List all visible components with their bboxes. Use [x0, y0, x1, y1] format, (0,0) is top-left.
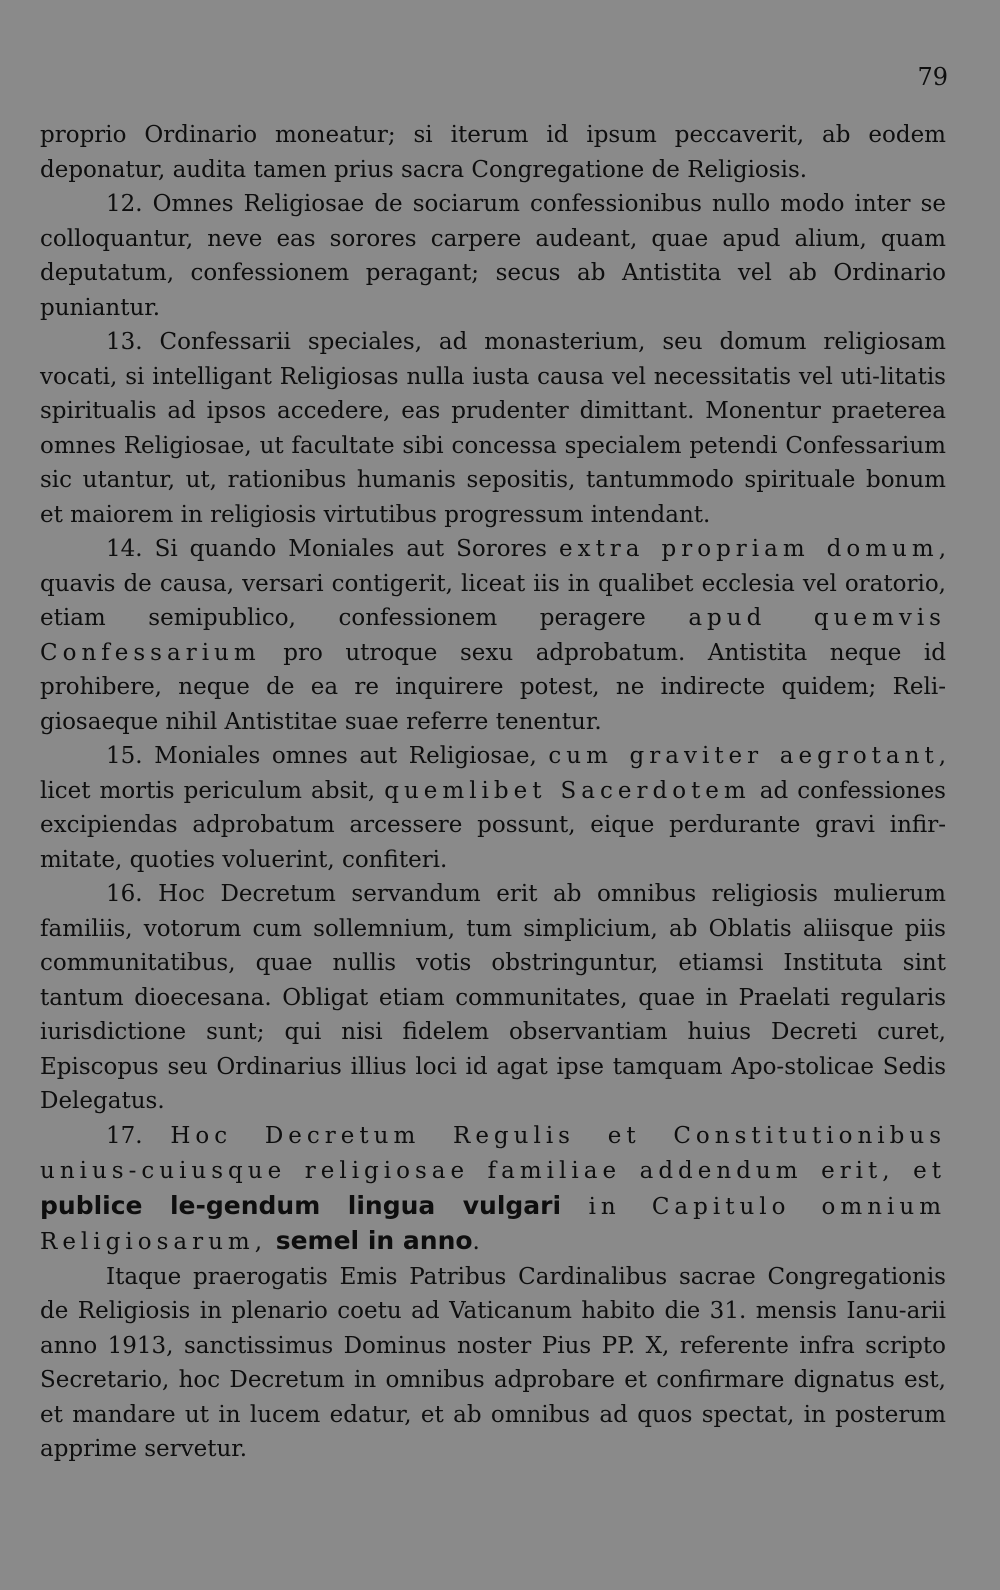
paragraph-continuation: proprio Ordinario moneatur; si iterum id ipsum peccaverit, ab eodem deponatur, audita tamen prius sacra Congregatione de Religiosis.: [40, 122, 946, 183]
paragraph-14-text: 14. Si quando Moniales aut Sorores: [106, 536, 559, 562]
paragraph-15-emphasis: quemlibet Sacerdotem: [384, 777, 751, 804]
page-number: 79: [917, 63, 948, 91]
paragraph-17-bold: semel in anno: [267, 1226, 473, 1255]
paragraph-15-text: ad confessiones excipiendas adprobatum arcessere possunt, eique perdurante gravi infir-mitate, quoties voluerint, confiteri.: [40, 777, 946, 873]
document-body: [40, 118, 946, 1467]
paragraph-15-text: 15. Moniales omnes aut Religiosae,: [106, 743, 549, 769]
paragraph-13: 13. Confessarii speciales, ad monasterium, seu domum religiosam vocati, si intelligant Religiosas nulla iusta causa vel necessitatis vel uti-litatis spiritualis ad ipsos accedere, eas prudenter dimittant. Monentur praeterea omnes Religiosae, ut facultate sibi concessa specialem petendi Confessarium sic utantur, ut, rationibus humanis sepositis, tantummodo spirituale bonum et maiorem in religiosis virtutibus progressum intendant.: [40, 329, 946, 528]
paragraph-17-text: 17.: [106, 1122, 171, 1149]
paragraph-14-text: pro utroque sexu adprobatum. Antistita neque id prohibere, neque de ea re inquirere potest, ne indirecte quidem; Reli-giosaeque nihil Antistitae suae referre tenentur.: [40, 639, 946, 735]
paragraph-14-emphasis: extra propriam domum: [558, 536, 939, 562]
paragraph-14: [40, 532, 946, 739]
paragraph-17-bold: publice le-gendum lingua vulgari: [40, 1190, 589, 1220]
paragraph-17-text: .: [472, 1229, 480, 1255]
paragraph-15-text: , licet mortis periculum absit,: [40, 743, 946, 804]
paragraph-17-emphasis: in Capitulo omnium Religiosarum,: [40, 1193, 947, 1255]
paragraph-14-emphasis: apud quemvis Confessarium: [40, 605, 946, 666]
paragraph-14-text: , quavis de causa, versari contigerit, liceat iis in qualibet ecclesia vel oratorio, etiam semipublico, confessionem peragere: [40, 536, 946, 631]
paragraph-17: [40, 1119, 946, 1260]
paragraph-closing: Itaque praerogatis Emis Patribus Cardinalibus sacrae Congregationis de Religiosis in plenario coetu ad Vaticanum habito die 31. mensis Ianu-arii anno 1913, sanctissimus Dominus noster Pius PP. X, referente infra scripto Secretario, hoc Decretum in omnibus adprobare et confirmare dignatus est, et mandare ut in lucem edatur, et ab omnibus ad quos spectat, in posterum apprime servetur.: [40, 1263, 946, 1462]
paragraph-15: [40, 739, 946, 877]
paragraph-17-emphasis: Hoc Decretum Regulis et Constitutionibus unius-cuiusque religiosae familiae addendum erit, et: [40, 1122, 946, 1184]
paragraph-16: 16. Hoc Decretum servandum erit ab omnibus religiosis mulierum familiis, votorum cum sollemnium, tum simplicium, ab Oblatis aliisque piis communitatibus, quae nullis votis obstringuntur, etiamsi Instituta sint tantum dioecesana. Obligat etiam communitates, quae in Praelati regularis iurisdictione sunt; qui nisi fidelem observantiam huius Decreti curet, Episcopus seu Ordinarius illius loci id agat ipse tamquam Apo-stolicae Sedis Delegatus.: [40, 881, 946, 1114]
paragraph-15-emphasis: cum graviter aegrotant: [548, 743, 939, 769]
paragraph-12: 12. Omnes Religiosae de sociarum confessionibus nullo modo inter se colloquantur, neve eas sorores carpere audeant, quae apud alium, quam deputatum, confessionem peragant; secus ab Antistita vel ab Ordinario puniantur.: [40, 191, 946, 321]
